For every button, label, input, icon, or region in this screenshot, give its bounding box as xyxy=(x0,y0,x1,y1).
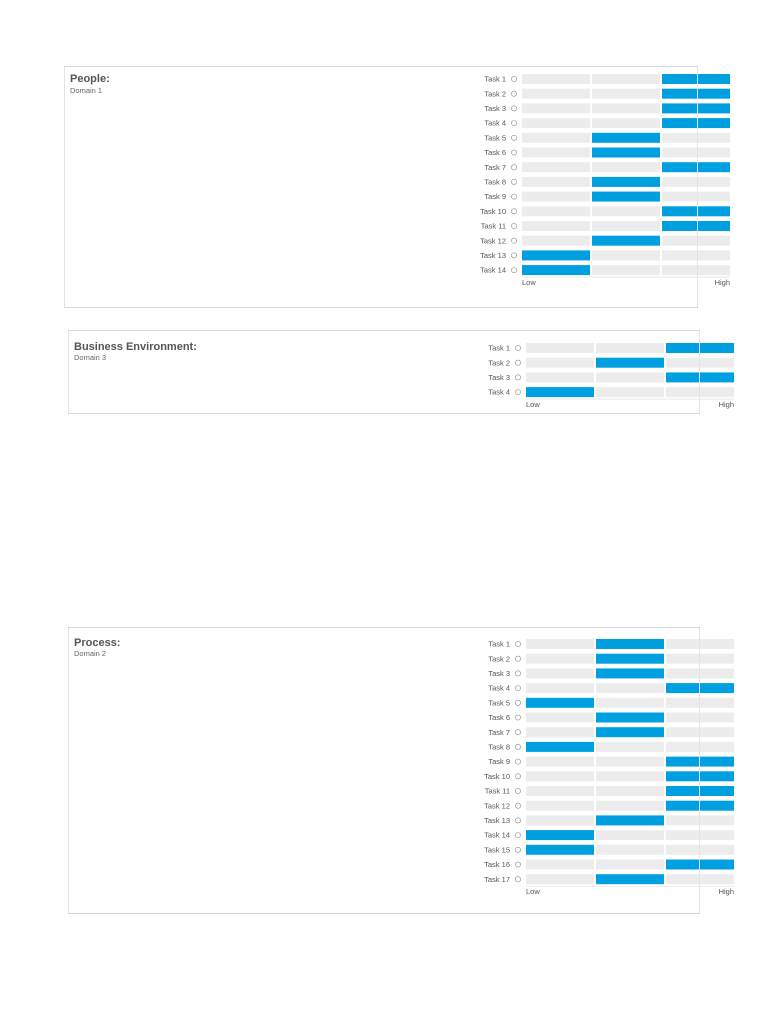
task-label: Task 6 xyxy=(484,148,506,158)
rating-bar xyxy=(596,654,664,664)
rating-track-segment xyxy=(522,221,590,231)
axis-high-label: High xyxy=(718,887,734,897)
rating-track-segment xyxy=(522,177,590,187)
rating-bar xyxy=(596,727,664,737)
rating-track-segment xyxy=(666,358,734,368)
rating-bar xyxy=(526,698,594,708)
rating-track-segment xyxy=(596,742,664,752)
task-label: Task 3 xyxy=(488,669,510,678)
rating-track-segment xyxy=(526,639,594,649)
domain-card-business-environment xyxy=(68,330,734,414)
task-label: Task 4 xyxy=(488,387,510,397)
task-label: Task 3 xyxy=(484,104,506,113)
rating-bar xyxy=(596,713,664,723)
info-circle-icon[interactable] xyxy=(515,715,520,720)
rating-bar xyxy=(526,845,594,855)
rating-track-segment xyxy=(596,698,664,708)
rating-bar xyxy=(592,133,660,143)
task-label: Task 15 xyxy=(484,845,510,855)
info-circle-icon[interactable] xyxy=(511,253,516,258)
rating-chart-people xyxy=(404,71,730,297)
rating-track-segment xyxy=(596,860,664,870)
task-label: Task 14 xyxy=(480,265,506,275)
info-circle-icon[interactable] xyxy=(511,268,516,273)
task-label: Task 10 xyxy=(484,771,510,781)
task-label: Task 12 xyxy=(480,236,506,246)
rating-bar xyxy=(592,177,660,187)
task-label: Task 2 xyxy=(488,358,510,368)
task-label: Task 4 xyxy=(488,683,510,693)
task-label: Task 12 xyxy=(484,801,510,811)
task-label: Task 7 xyxy=(488,727,510,737)
task-label: Task 1 xyxy=(488,343,510,353)
domain-subtitle: Domain 2 xyxy=(74,649,107,658)
rating-bar xyxy=(662,118,730,128)
rating-track-segment xyxy=(522,192,590,202)
info-circle-icon[interactable] xyxy=(515,759,520,764)
rating-track-segment xyxy=(666,874,734,884)
rating-track-segment xyxy=(666,668,734,678)
rating-track-segment xyxy=(526,713,594,723)
rating-bar xyxy=(596,815,664,825)
info-circle-icon[interactable] xyxy=(515,686,520,691)
info-circle-icon[interactable] xyxy=(515,671,520,676)
info-circle-icon[interactable] xyxy=(515,345,520,350)
task-label: Task 8 xyxy=(484,177,506,187)
task-label: Task 9 xyxy=(488,757,510,767)
rating-track-segment xyxy=(592,162,660,172)
rating-bar xyxy=(662,206,730,216)
task-label: Task 8 xyxy=(488,742,510,752)
rating-track-segment xyxy=(592,103,660,113)
rating-track-segment xyxy=(592,250,660,260)
info-circle-icon[interactable] xyxy=(515,803,520,808)
task-label: Task 2 xyxy=(488,654,510,664)
rating-track-segment xyxy=(596,757,664,767)
task-label: Task 9 xyxy=(484,192,506,202)
task-label: Task 16 xyxy=(484,860,510,870)
info-circle-icon[interactable] xyxy=(515,833,520,838)
axis-low-label: Low xyxy=(526,400,540,410)
task-label: Task 1 xyxy=(484,74,506,84)
rating-track-segment xyxy=(522,74,590,84)
rating-chart-business-environment xyxy=(408,340,734,414)
domain-subtitle: Domain 1 xyxy=(70,86,103,95)
task-label: Task 1 xyxy=(488,639,510,649)
info-circle-icon[interactable] xyxy=(511,238,516,243)
info-circle-icon[interactable] xyxy=(515,862,520,867)
info-circle-icon[interactable] xyxy=(515,656,520,661)
info-circle-icon[interactable] xyxy=(515,360,520,365)
task-label: Task 17 xyxy=(484,874,510,884)
task-label: Task 2 xyxy=(484,89,506,99)
rating-bar xyxy=(666,860,734,870)
rating-track-segment xyxy=(666,654,734,664)
rating-track-segment xyxy=(526,668,594,678)
rating-track-segment xyxy=(666,387,734,397)
info-circle-icon[interactable] xyxy=(515,788,520,793)
rating-bar xyxy=(526,830,594,840)
info-circle-icon[interactable] xyxy=(511,165,516,170)
task-label: Task 3 xyxy=(488,373,510,382)
info-circle-icon[interactable] xyxy=(511,150,516,155)
rating-bar xyxy=(662,74,730,84)
rating-track-segment xyxy=(526,815,594,825)
task-label: Task 5 xyxy=(484,133,506,143)
info-circle-icon[interactable] xyxy=(515,700,520,705)
rating-bar xyxy=(596,639,664,649)
rating-track-segment xyxy=(522,103,590,113)
rating-track-segment xyxy=(522,118,590,128)
task-label: Task 10 xyxy=(480,206,506,216)
info-circle-icon[interactable] xyxy=(515,390,520,395)
domain-card-people xyxy=(64,66,730,308)
rating-bar xyxy=(596,358,664,368)
rating-track-segment xyxy=(662,265,730,275)
rating-bar xyxy=(662,89,730,99)
rating-track-segment xyxy=(596,343,664,353)
rating-bar xyxy=(592,236,660,246)
rating-track-segment xyxy=(526,343,594,353)
rating-track-segment xyxy=(666,845,734,855)
rating-bar xyxy=(666,372,734,382)
domain-subtitle: Domain 3 xyxy=(74,353,107,362)
rating-track-segment xyxy=(596,683,664,693)
rating-track-segment xyxy=(522,206,590,216)
rating-track-segment xyxy=(522,133,590,143)
rating-track-segment xyxy=(596,786,664,796)
domain-title: People: xyxy=(70,73,110,85)
rating-track-segment xyxy=(596,830,664,840)
info-circle-icon[interactable] xyxy=(511,121,516,126)
info-circle-icon[interactable] xyxy=(515,641,520,646)
rating-track-segment xyxy=(596,845,664,855)
rating-track-segment xyxy=(666,742,734,752)
rating-track-segment xyxy=(526,757,594,767)
task-label: Task 11 xyxy=(484,786,510,796)
rating-track-segment xyxy=(666,830,734,840)
rating-track-segment xyxy=(662,148,730,158)
rating-bar xyxy=(666,771,734,781)
rating-bar xyxy=(592,192,660,202)
rating-track-segment xyxy=(522,89,590,99)
rating-bar xyxy=(662,221,730,231)
rating-track-segment xyxy=(666,727,734,737)
rating-track-segment xyxy=(596,801,664,811)
rating-track-segment xyxy=(522,148,590,158)
rating-track-segment xyxy=(526,683,594,693)
task-label: Task 4 xyxy=(484,118,506,128)
rating-bar xyxy=(666,343,734,353)
rating-track-segment xyxy=(596,771,664,781)
rating-track-segment xyxy=(592,265,660,275)
rating-bar xyxy=(662,103,730,113)
info-circle-icon[interactable] xyxy=(511,91,516,96)
rating-track-segment xyxy=(666,698,734,708)
rating-bar xyxy=(592,148,660,158)
domain-title: Business Environment: xyxy=(74,341,197,353)
info-circle-icon[interactable] xyxy=(515,818,520,823)
rating-track-segment xyxy=(592,74,660,84)
rating-bar xyxy=(526,387,594,397)
rating-track-segment xyxy=(666,815,734,825)
rating-track-segment xyxy=(526,358,594,368)
rating-bar xyxy=(522,250,590,260)
rating-track-segment xyxy=(526,771,594,781)
info-circle-icon[interactable] xyxy=(515,730,520,735)
rating-track-segment xyxy=(526,874,594,884)
axis-high-label: High xyxy=(718,400,734,410)
info-circle-icon[interactable] xyxy=(511,76,516,81)
rating-bar xyxy=(666,801,734,811)
rating-chart-process xyxy=(408,636,734,898)
rating-track-segment xyxy=(666,713,734,723)
rating-bar xyxy=(596,874,664,884)
info-circle-icon[interactable] xyxy=(515,375,520,380)
rating-track-segment xyxy=(526,860,594,870)
info-circle-icon[interactable] xyxy=(515,744,520,749)
rating-track-segment xyxy=(596,372,664,382)
task-label: Task 6 xyxy=(488,713,510,723)
rating-track-segment xyxy=(592,89,660,99)
task-label: Task 7 xyxy=(484,162,506,172)
rating-track-segment xyxy=(662,133,730,143)
rating-track-segment xyxy=(526,801,594,811)
rating-track-segment xyxy=(526,727,594,737)
domain-title: Process: xyxy=(74,637,121,649)
rating-track-segment xyxy=(526,372,594,382)
info-circle-icon[interactable] xyxy=(515,847,520,852)
rating-bar xyxy=(666,786,734,796)
info-circle-icon[interactable] xyxy=(515,877,520,882)
info-circle-icon[interactable] xyxy=(511,223,516,228)
rating-bar xyxy=(662,162,730,172)
task-label: Task 5 xyxy=(488,698,510,708)
rating-track-segment xyxy=(592,221,660,231)
rating-track-segment xyxy=(662,250,730,260)
rating-track-segment xyxy=(526,654,594,664)
rating-track-segment xyxy=(666,639,734,649)
rating-track-segment xyxy=(596,387,664,397)
rating-bar xyxy=(666,757,734,767)
axis-low-label: Low xyxy=(526,887,540,897)
rating-bar xyxy=(522,265,590,275)
task-label: Task 13 xyxy=(480,251,506,260)
rating-track-segment xyxy=(526,786,594,796)
task-label: Task 14 xyxy=(484,830,510,840)
axis-high-label: High xyxy=(714,278,730,288)
rating-bar xyxy=(596,668,664,678)
info-circle-icon[interactable] xyxy=(515,774,520,779)
info-circle-icon[interactable] xyxy=(511,194,516,199)
rating-track-segment xyxy=(592,206,660,216)
rating-track-segment xyxy=(662,177,730,187)
rating-bar xyxy=(526,742,594,752)
info-circle-icon[interactable] xyxy=(511,179,516,184)
task-label: Task 13 xyxy=(484,816,510,825)
info-circle-icon[interactable] xyxy=(511,106,516,111)
info-circle-icon[interactable] xyxy=(511,209,516,214)
rating-bar xyxy=(666,683,734,693)
task-label: Task 11 xyxy=(480,221,506,231)
rating-track-segment xyxy=(662,192,730,202)
info-circle-icon[interactable] xyxy=(511,135,516,140)
rating-track-segment xyxy=(592,118,660,128)
rating-track-segment xyxy=(662,236,730,246)
rating-track-segment xyxy=(522,162,590,172)
domain-card-process xyxy=(68,627,734,914)
axis-low-label: Low xyxy=(522,278,536,288)
rating-track-segment xyxy=(522,236,590,246)
